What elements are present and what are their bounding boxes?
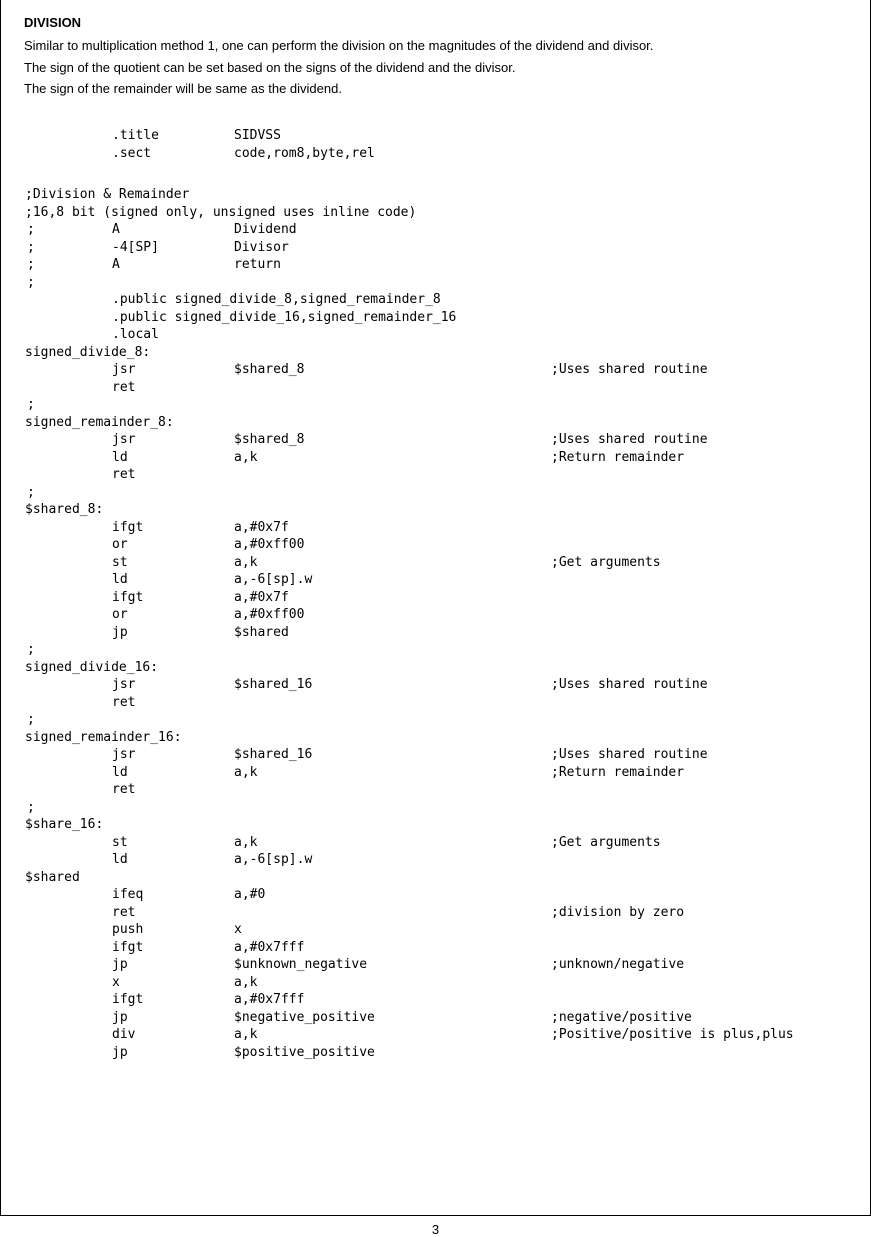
instruction-operand: $shared bbox=[234, 624, 289, 640]
instruction-operand: a,k bbox=[234, 974, 258, 990]
page-number: 3 bbox=[431, 1222, 440, 1237]
instruction-operand: $shared_16 bbox=[234, 677, 313, 692]
instruction-mnemonic: push bbox=[112, 922, 144, 937]
instruction-mnemonic: jp bbox=[112, 1044, 128, 1060]
separator-line bbox=[0, 800, 869, 818]
instruction-operand: a,k bbox=[234, 764, 258, 780]
instruction-line bbox=[0, 450, 869, 468]
instruction-mnemonic: ret bbox=[112, 782, 136, 797]
instruction-line bbox=[0, 852, 869, 870]
instruction-line bbox=[0, 537, 869, 555]
instruction-comment: ;Uses shared routine bbox=[551, 747, 708, 762]
instruction-line bbox=[0, 835, 869, 853]
instruction-line bbox=[0, 957, 869, 975]
param-description: return bbox=[234, 257, 281, 272]
instruction-line bbox=[0, 432, 869, 450]
routine-label-line bbox=[0, 817, 869, 835]
instruction-mnemonic: jsr bbox=[112, 362, 136, 377]
instruction-mnemonic: jp bbox=[112, 1009, 128, 1025]
separator-semicolon: ; bbox=[27, 484, 35, 500]
param-register: -4[SP] bbox=[112, 239, 159, 255]
separator-semicolon: ; bbox=[27, 397, 35, 412]
intro-paragraph-1: Similar to multiplication method 1, one can perform the division on the magnitudes of the dividend and divisor. bbox=[24, 38, 654, 53]
instruction-operand: x bbox=[234, 922, 242, 937]
instruction-comment: ;Get arguments bbox=[551, 834, 661, 850]
instruction-operand: a,#0x7f bbox=[234, 519, 289, 535]
comment-text: ;Division & Remainder bbox=[25, 187, 190, 202]
instruction-operand: a,#0x7fff bbox=[234, 939, 305, 955]
instruction-operand: a,-6[sp].w bbox=[234, 852, 313, 867]
instruction-mnemonic: jsr bbox=[112, 432, 136, 447]
instruction-line bbox=[0, 1045, 869, 1063]
instruction-operand: $shared_8 bbox=[234, 362, 305, 377]
routine-label-line bbox=[0, 870, 869, 888]
instruction-line bbox=[0, 905, 869, 923]
separator-line bbox=[0, 712, 869, 730]
separator-line bbox=[0, 397, 869, 415]
intro-paragraph-2: The sign of the quotient can be set based on the signs of the dividend and the divisor. bbox=[24, 60, 516, 75]
instruction-comment: ;Get arguments bbox=[551, 554, 661, 570]
public-line bbox=[0, 292, 869, 310]
instruction-mnemonic: or bbox=[112, 537, 128, 552]
instruction-operand: a,k bbox=[234, 1027, 258, 1042]
directive-arg: SIDVSS bbox=[234, 128, 281, 143]
comment-line bbox=[0, 275, 869, 293]
instruction-line bbox=[0, 362, 869, 380]
public-line bbox=[0, 327, 869, 345]
directive-arg: code,rom8,byte,rel bbox=[234, 145, 375, 161]
instruction-mnemonic: jsr bbox=[112, 677, 136, 692]
instruction-line bbox=[0, 765, 869, 783]
instruction-line bbox=[0, 922, 869, 940]
public-directive: .public signed_divide_8,signed_remainder_8 bbox=[112, 292, 441, 307]
instruction-comment: ;Uses shared routine bbox=[551, 432, 708, 447]
comment-semicolon: ; bbox=[27, 257, 35, 272]
instruction-line bbox=[0, 992, 869, 1010]
directive-line bbox=[0, 128, 869, 146]
instruction-mnemonic: ld bbox=[112, 449, 128, 465]
routine-label: $share_16: bbox=[25, 817, 104, 832]
instruction-line bbox=[0, 975, 869, 993]
param-comment-line bbox=[0, 222, 869, 240]
instruction-line bbox=[0, 782, 869, 800]
instruction-mnemonic: ld bbox=[112, 764, 128, 780]
instruction-mnemonic: ld bbox=[112, 852, 128, 867]
param-register: A bbox=[112, 257, 120, 272]
instruction-line bbox=[0, 1010, 869, 1028]
comment-semicolon: ; bbox=[27, 274, 35, 290]
param-comment-line bbox=[0, 240, 869, 258]
instruction-mnemonic: jsr bbox=[112, 747, 136, 762]
instruction-mnemonic: ld bbox=[112, 572, 128, 587]
instruction-operand: a,k bbox=[234, 554, 258, 570]
comment-semicolon: ; bbox=[27, 222, 35, 237]
instruction-mnemonic: ifgt bbox=[112, 992, 144, 1007]
instruction-operand: $negative_positive bbox=[234, 1009, 375, 1025]
instruction-mnemonic: or bbox=[112, 607, 128, 622]
instruction-line bbox=[0, 677, 869, 695]
instruction-line bbox=[0, 695, 869, 713]
instruction-mnemonic: ifgt bbox=[112, 589, 144, 605]
instruction-operand: $shared_8 bbox=[234, 432, 305, 447]
public-directive: .public signed_divide_16,signed_remainder_16 bbox=[112, 309, 457, 325]
instruction-line bbox=[0, 572, 869, 590]
instruction-line bbox=[0, 887, 869, 905]
instruction-operand: a,#0xff00 bbox=[234, 537, 305, 552]
public-line bbox=[0, 310, 869, 328]
separator-semicolon: ; bbox=[27, 712, 35, 727]
directive-op: .title bbox=[112, 128, 159, 143]
instruction-operand: a,#0x7f bbox=[234, 589, 289, 605]
directive-op: .sect bbox=[112, 145, 152, 161]
instruction-mnemonic: st bbox=[112, 834, 128, 850]
instruction-mnemonic: ifgt bbox=[112, 519, 144, 535]
routine-label: $shared bbox=[25, 869, 80, 885]
instruction-operand: a,-6[sp].w bbox=[234, 572, 313, 587]
routine-label-line bbox=[0, 502, 869, 520]
instruction-mnemonic: jp bbox=[112, 957, 128, 972]
routine-label: signed_remainder_8: bbox=[25, 414, 174, 430]
instruction-line bbox=[0, 625, 869, 643]
routine-label-line bbox=[0, 660, 869, 678]
instruction-line bbox=[0, 747, 869, 765]
instruction-mnemonic: x bbox=[112, 974, 120, 990]
routine-label-line bbox=[0, 730, 869, 748]
routine-label-line bbox=[0, 415, 869, 433]
separator-line bbox=[0, 642, 869, 660]
instruction-line bbox=[0, 590, 869, 608]
instruction-comment: ;Return remainder bbox=[551, 449, 685, 465]
instruction-comment: ;division by zero bbox=[551, 904, 685, 920]
instruction-line bbox=[0, 520, 869, 538]
public-directive: .local bbox=[112, 327, 159, 342]
routine-label-line bbox=[0, 345, 869, 363]
comment-semicolon: ; bbox=[27, 239, 35, 255]
intro-paragraph-3: The sign of the remainder will be same as the dividend. bbox=[24, 81, 342, 96]
section-heading: DIVISION bbox=[24, 15, 82, 30]
instruction-line bbox=[0, 940, 869, 958]
instruction-comment: ;negative/positive bbox=[551, 1009, 692, 1025]
instruction-operand: a,#0xff00 bbox=[234, 607, 305, 622]
instruction-operand: a,#0x7fff bbox=[234, 992, 305, 1007]
instruction-operand: $positive_positive bbox=[234, 1044, 375, 1060]
instruction-operand: $shared_16 bbox=[234, 747, 313, 762]
code-listing bbox=[0, 128, 869, 1062]
param-comment-line bbox=[0, 257, 869, 275]
instruction-operand: a,#0 bbox=[234, 887, 266, 902]
comment-line bbox=[0, 205, 869, 223]
instruction-line bbox=[0, 380, 869, 398]
instruction-mnemonic: ret bbox=[112, 379, 136, 395]
instruction-operand: a,k bbox=[234, 449, 258, 465]
instruction-line bbox=[0, 607, 869, 625]
instruction-mnemonic: ret bbox=[112, 694, 136, 710]
instruction-comment: ;Uses shared routine bbox=[551, 362, 708, 377]
comment-line bbox=[0, 187, 869, 205]
instruction-line bbox=[0, 555, 869, 573]
routine-label: signed_divide_8: bbox=[25, 344, 151, 360]
param-description: Divisor bbox=[234, 239, 289, 255]
instruction-comment: ;Return remainder bbox=[551, 764, 685, 780]
separator-semicolon: ; bbox=[27, 799, 35, 815]
routine-label: signed_remainder_16: bbox=[25, 729, 182, 745]
routine-label: signed_divide_16: bbox=[25, 659, 159, 675]
param-register: A bbox=[112, 222, 120, 237]
instruction-mnemonic: div bbox=[112, 1027, 136, 1042]
instruction-line bbox=[0, 467, 869, 485]
instruction-mnemonic: jp bbox=[112, 624, 128, 640]
directive-line bbox=[0, 146, 869, 164]
instruction-comment: ;unknown/negative bbox=[551, 957, 685, 972]
routine-label: $shared_8: bbox=[25, 502, 104, 517]
separator-semicolon: ; bbox=[27, 642, 35, 657]
instruction-operand: $unknown_negative bbox=[234, 957, 368, 972]
instruction-operand: a,k bbox=[234, 834, 258, 850]
instruction-mnemonic: ret bbox=[112, 467, 136, 482]
param-description: Dividend bbox=[234, 222, 297, 237]
instruction-comment: ;Uses shared routine bbox=[551, 677, 708, 692]
instruction-comment: ;Positive/positive is plus,plus bbox=[551, 1027, 794, 1042]
instruction-mnemonic: ifgt bbox=[112, 939, 144, 955]
instruction-mnemonic: ifeq bbox=[112, 887, 144, 902]
instruction-mnemonic: ret bbox=[112, 904, 136, 920]
instruction-mnemonic: st bbox=[112, 554, 128, 570]
separator-line bbox=[0, 485, 869, 503]
instruction-line bbox=[0, 1027, 869, 1045]
comment-text: ;16,8 bit (signed only, unsigned uses inline code) bbox=[25, 204, 417, 220]
